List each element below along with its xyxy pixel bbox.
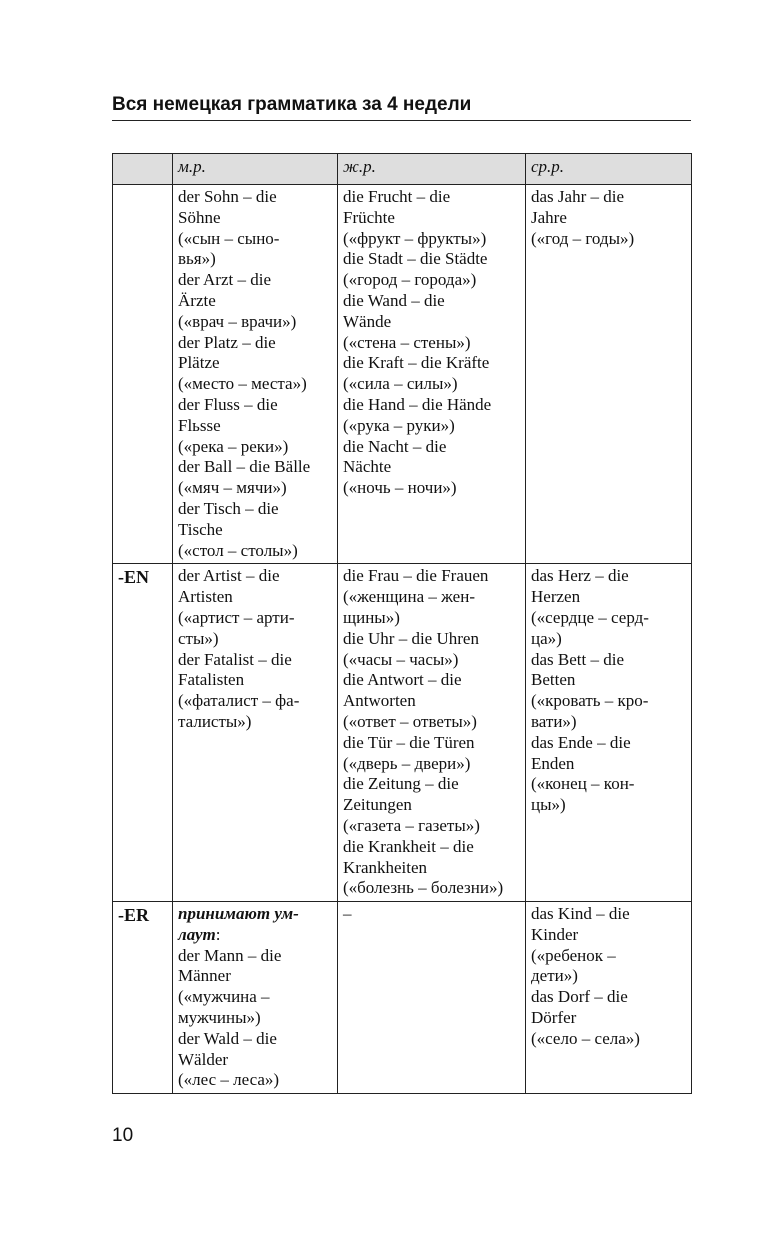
noun-pair-line: Zeitungen xyxy=(343,795,412,815)
noun-pair-line: Antworten xyxy=(343,691,416,711)
noun-pair-line: мужчины») xyxy=(178,1008,261,1028)
noun-pair-line: Nächte xyxy=(343,457,392,477)
noun-pair-line: («мяч – мячи») xyxy=(178,478,287,498)
noun-pair-line: («село – села») xyxy=(531,1028,640,1048)
noun-pair-line: («фаталист – фа- xyxy=(178,691,300,711)
noun-pair-line: – xyxy=(343,904,352,924)
noun-pair-line: das Kind – die xyxy=(531,904,630,924)
noun-pair-line: der Arzt – die xyxy=(178,270,271,290)
noun-pair-line: Enden xyxy=(531,753,575,773)
noun-pair-line: das Jahr – die xyxy=(531,187,625,206)
noun-pair-line: Betten xyxy=(531,670,576,690)
cell-neuter xyxy=(526,902,692,1094)
noun-pair-line: Ärzte xyxy=(178,290,216,310)
noun-pair-line: der Artist – die xyxy=(178,566,280,586)
noun-pair-line: der Mann – die xyxy=(178,945,282,965)
noun-pair-line: Plätze xyxy=(178,353,220,373)
noun-pair-line: Wälder xyxy=(178,1049,229,1069)
noun-pair-line: («врач – врачи») xyxy=(178,311,297,331)
noun-pair-line: («ребенок – xyxy=(531,945,616,965)
table-body xyxy=(113,185,692,1094)
noun-pair-line: der Fatalist – die xyxy=(178,649,292,669)
table-row xyxy=(113,185,692,564)
noun-pair-line: das Dorf – die xyxy=(531,987,628,1007)
noun-pair-line: die Hand – die Hände xyxy=(343,394,492,414)
noun-pair-line: («женщина – жен- xyxy=(343,587,475,607)
noun-pair-line: Kinder xyxy=(531,924,579,944)
noun-pair-line: Krankheiten xyxy=(343,857,428,877)
header-corner-cell xyxy=(113,154,173,185)
noun-pair-line: дети») xyxy=(531,966,578,986)
cell-masculine xyxy=(173,564,338,902)
noun-pair-line: das Bett – die xyxy=(531,649,625,669)
noun-pair-line: сты») xyxy=(178,628,219,648)
noun-pair-line: die Wand – die xyxy=(343,290,445,310)
header-feminine: ж.р. xyxy=(338,154,526,185)
noun-pair-line: der Sohn – die xyxy=(178,187,277,206)
noun-pair-line: Tische xyxy=(178,519,223,539)
noun-pair-line: («кровать – кро- xyxy=(531,691,649,711)
noun-pair-line: Herzen xyxy=(531,587,581,607)
header-rule xyxy=(112,120,691,121)
table-header-row xyxy=(113,154,692,185)
cell-feminine xyxy=(338,902,526,1094)
header-masculine: м.р. xyxy=(173,154,338,185)
header-neuter: ср.р. xyxy=(526,154,692,185)
noun-pair-line: Männer xyxy=(178,966,231,986)
noun-pair-line: («лес – леса») xyxy=(178,1070,280,1090)
noun-pair-line: Jahre xyxy=(531,207,567,227)
table-row xyxy=(113,564,692,902)
noun-pair-line: die Krankheit – die xyxy=(343,836,474,856)
noun-pair-line: вати») xyxy=(531,711,577,731)
noun-pair-line: вья») xyxy=(178,249,216,269)
noun-pair-line: («часы – часы») xyxy=(343,649,459,669)
ending-cell: -EN xyxy=(113,564,173,902)
noun-pair-line: («фрукт – фрукты») xyxy=(343,228,487,248)
noun-pair-line: («стол – столы») xyxy=(178,540,298,560)
noun-pair-line: die Stadt – die Städte xyxy=(343,249,488,269)
noun-pair-line: («река – реки») xyxy=(178,436,289,456)
noun-pair-line: Dörfer xyxy=(531,1008,577,1028)
noun-pair-line: Wände xyxy=(343,311,392,331)
noun-pair-line: («город – города») xyxy=(343,270,477,290)
noun-pair-line: Früchte xyxy=(343,207,395,227)
noun-pair-line: («ночь – ночи») xyxy=(343,478,457,498)
noun-pair-line: («ответ – ответы») xyxy=(343,711,477,731)
noun-pair-line: der Tisch – die xyxy=(178,498,279,518)
cell-masculine xyxy=(173,902,338,1094)
cell-feminine xyxy=(338,564,526,902)
noun-pair-line: щины») xyxy=(343,607,400,627)
noun-pair-line: («сын – сыно- xyxy=(178,228,280,248)
cell-neuter xyxy=(526,564,692,902)
noun-pair-line: Artisten xyxy=(178,587,233,607)
running-title: Вся немецкая грамматика за 4 недели xyxy=(112,94,472,115)
noun-pair-line: («стена – стены») xyxy=(343,332,471,352)
noun-pair-line: der Platz – die xyxy=(178,332,276,352)
noun-pair-line: die Uhr – die Uhren xyxy=(343,628,479,648)
noun-pair-line: («год – годы») xyxy=(531,228,635,248)
noun-pair-line: («мужчина – xyxy=(178,987,270,1007)
umlaut-note-line: принимают ум- xyxy=(178,904,299,924)
noun-pair-line: Söhne xyxy=(178,207,221,227)
noun-pair-line: die Nacht – die xyxy=(343,436,447,456)
noun-pair-line: die Frau – die Frauen xyxy=(343,566,489,586)
noun-pair-line: der Fluss – die xyxy=(178,394,278,414)
noun-pair-line: die Antwort – die xyxy=(343,670,462,690)
page-number: 10 xyxy=(112,1125,134,1146)
noun-pair-line: («рука – руки») xyxy=(343,415,455,435)
noun-pair-line: der Wald – die xyxy=(178,1028,277,1048)
noun-pair-line: das Ende – die xyxy=(531,732,631,752)
noun-pair-line: талисты») xyxy=(178,711,252,731)
noun-pair-line: цы») xyxy=(531,795,566,815)
noun-pair-line: die Zeitung – die xyxy=(343,774,459,794)
ending-cell xyxy=(113,185,173,564)
noun-pair-line: Fatalisten xyxy=(178,670,245,690)
cell-feminine xyxy=(338,185,526,564)
noun-pair-line: («дверь – двери») xyxy=(343,753,471,773)
noun-pair-line: ца») xyxy=(531,628,562,648)
noun-pair-line: («газета – газеты») xyxy=(343,815,480,835)
umlaut-note-line: лаут: xyxy=(178,924,221,944)
cell-neuter xyxy=(526,185,692,564)
noun-pair-line: der Ball – die Bälle xyxy=(178,457,311,477)
noun-pair-line: («сердце – серд- xyxy=(531,607,649,627)
noun-pair-line: («конец – кон- xyxy=(531,774,635,794)
cell-masculine xyxy=(173,185,338,564)
noun-pair-line: («артист – арти- xyxy=(178,607,295,627)
noun-pair-line: das Herz – die xyxy=(531,566,629,586)
noun-pair-line: («место – места») xyxy=(178,374,307,394)
noun-pair-line: die Tür – die Türen xyxy=(343,732,475,752)
ending-cell: -ER xyxy=(113,902,173,1094)
noun-pair-line: («болезнь – болезни») xyxy=(343,878,504,898)
noun-pair-line: («сила – силы») xyxy=(343,374,458,394)
noun-pair-line: die Frucht – die xyxy=(343,187,451,206)
table-row xyxy=(113,902,692,1094)
noun-pair-line: Flьsse xyxy=(178,415,221,435)
noun-pair-line: die Kraft – die Kräfte xyxy=(343,353,490,373)
declension-table xyxy=(112,153,692,1094)
